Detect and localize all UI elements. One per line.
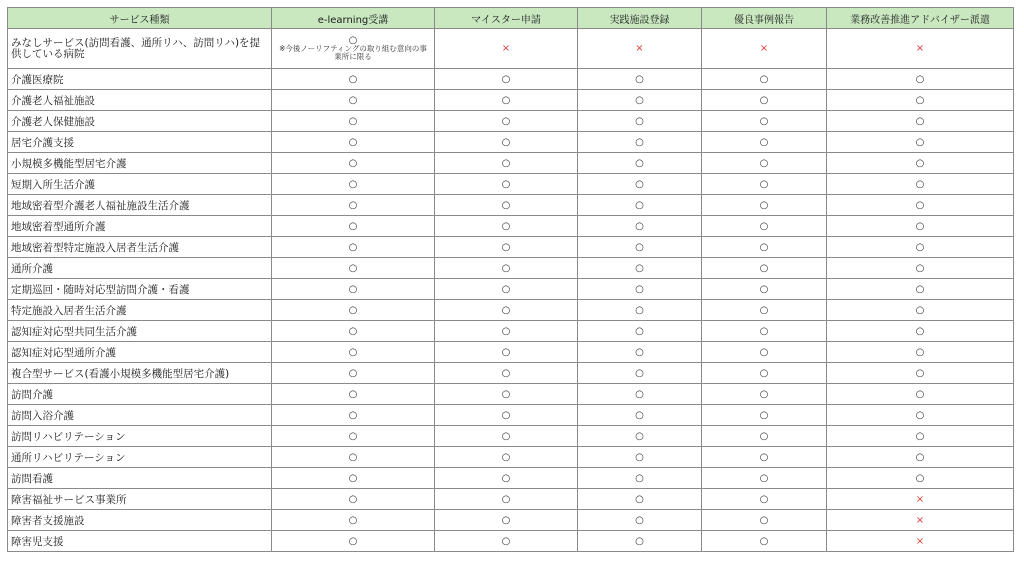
cell-elearning <box>272 90 435 111</box>
cell-meister-application <box>435 405 578 426</box>
table-row <box>8 531 1014 552</box>
cell-advisor-dispatch <box>827 216 1014 237</box>
cell-facility-registration <box>578 531 702 552</box>
cell-advisor-dispatch <box>827 279 1014 300</box>
cell-facility-registration <box>578 69 702 90</box>
circle-mark: ○ <box>759 136 769 148</box>
cell-elearning <box>272 258 435 279</box>
circle-mark: ○ <box>501 94 511 106</box>
circle-mark: ○ <box>348 514 358 526</box>
circle-mark: ○ <box>759 220 769 232</box>
cell-facility-registration <box>578 195 702 216</box>
cell-meister-application <box>435 258 578 279</box>
cell-best-practice-report <box>702 447 827 468</box>
cell-best-practice-report <box>702 489 827 510</box>
table-header-row <box>8 8 1014 29</box>
cell-best-practice-report <box>702 279 827 300</box>
cell-facility-registration <box>578 90 702 111</box>
cell-best-practice-report <box>702 237 827 258</box>
cell-advisor-dispatch <box>827 258 1014 279</box>
circle-mark: ○ <box>915 199 925 211</box>
table-row <box>8 321 1014 342</box>
circle-mark: ○ <box>635 115 644 127</box>
cell-advisor-dispatch <box>827 321 1014 342</box>
circle-mark: ○ <box>501 346 511 358</box>
cell-facility-registration <box>578 489 702 510</box>
row-service-name: 訪問介護 <box>8 384 272 405</box>
cell-best-practice-report <box>702 321 827 342</box>
table-row <box>8 90 1014 111</box>
circle-mark: ○ <box>635 262 644 274</box>
circle-mark: ○ <box>348 430 358 442</box>
circle-mark: ○ <box>915 325 925 337</box>
circle-mark: ○ <box>915 283 925 295</box>
circle-mark: ○ <box>501 304 511 316</box>
cell-advisor-dispatch <box>827 90 1014 111</box>
circle-mark: ○ <box>635 430 644 442</box>
cell-facility-registration <box>578 426 702 447</box>
cell-facility-registration <box>578 258 702 279</box>
circle-mark: ○ <box>501 283 511 295</box>
cell-elearning <box>272 279 435 300</box>
cell-advisor-dispatch <box>827 447 1014 468</box>
cell-meister-application <box>435 132 578 153</box>
cell-advisor-dispatch <box>827 405 1014 426</box>
circle-mark: ○ <box>635 367 644 379</box>
cell-elearning <box>272 132 435 153</box>
row-service-name: 地域密着型通所介護 <box>8 216 272 237</box>
cell-meister-application <box>435 447 578 468</box>
cell-elearning <box>272 384 435 405</box>
circle-mark: ○ <box>635 220 644 232</box>
cell-advisor-dispatch <box>827 69 1014 90</box>
table-row <box>8 510 1014 531</box>
cell-meister-application <box>435 384 578 405</box>
row-service-name: 複合型サービス(看護小規模多機能型居宅介護) <box>8 363 272 384</box>
table-row <box>8 363 1014 384</box>
circle-mark: ○ <box>915 262 925 274</box>
cell-facility-registration <box>578 153 702 174</box>
circle-mark: ○ <box>759 388 769 400</box>
table-row <box>8 384 1014 405</box>
circle-mark: ○ <box>759 346 769 358</box>
circle-mark: ○ <box>915 409 925 421</box>
cell-meister-application <box>435 531 578 552</box>
circle-mark: ○ <box>635 199 644 211</box>
cell-best-practice-report <box>702 132 827 153</box>
cell-meister-application <box>435 321 578 342</box>
cell-facility-registration <box>578 363 702 384</box>
table-row <box>8 468 1014 489</box>
row-service-name: 介護老人保健施設 <box>8 111 272 132</box>
circle-mark: ○ <box>759 283 769 295</box>
cell-meister-application <box>435 174 578 195</box>
cell-facility-registration <box>578 132 702 153</box>
circle-mark: ○ <box>348 409 358 421</box>
cell-elearning <box>272 195 435 216</box>
circle-mark: ○ <box>635 94 644 106</box>
circle-mark: ○ <box>915 388 925 400</box>
cell-best-practice-report <box>702 174 827 195</box>
circle-mark: ○ <box>348 199 358 211</box>
row-service-name: 訪問入浴介護 <box>8 405 272 426</box>
table-row <box>8 258 1014 279</box>
circle-mark: ○ <box>635 451 644 463</box>
cell-elearning <box>272 174 435 195</box>
circle-mark: ○ <box>501 325 511 337</box>
circle-mark: ○ <box>635 388 644 400</box>
cell-elearning <box>272 153 435 174</box>
cell-facility-registration <box>578 342 702 363</box>
cell-best-practice-report <box>702 468 827 489</box>
cell-facility-registration <box>578 384 702 405</box>
circle-mark: ○ <box>915 115 925 127</box>
cell-best-practice-report <box>702 342 827 363</box>
cell-advisor-dispatch <box>827 174 1014 195</box>
circle-mark: ○ <box>348 388 358 400</box>
circle-mark: ○ <box>635 409 644 421</box>
circle-mark: ○ <box>635 535 644 547</box>
circle-mark: ○ <box>915 220 925 232</box>
row-service-name: 居宅介護支援 <box>8 132 272 153</box>
circle-mark: ○ <box>915 178 925 190</box>
cell-best-practice-report <box>702 111 827 132</box>
row-service-name: 特定施設入居者生活介護 <box>8 300 272 321</box>
cell-best-practice-report <box>702 426 827 447</box>
row-service-name: 小規模多機能型居宅介護 <box>8 153 272 174</box>
row-service-name: 短期入所生活介護 <box>8 174 272 195</box>
circle-mark: ○ <box>501 514 511 526</box>
table-row <box>8 174 1014 195</box>
circle-mark: ○ <box>635 304 644 316</box>
cell-meister-application <box>435 489 578 510</box>
row-service-name: 認知症対応型共同生活介護 <box>8 321 272 342</box>
cell-meister-application <box>435 153 578 174</box>
cell-best-practice-report <box>702 258 827 279</box>
table-row <box>8 489 1014 510</box>
cell-advisor-dispatch <box>827 237 1014 258</box>
elearning-note: ※今後ノーリフティングの取り組む意向の事業所に限る <box>279 44 427 61</box>
cell-meister-application <box>435 363 578 384</box>
table-row <box>8 111 1014 132</box>
circle-mark: ○ <box>759 157 769 169</box>
circle-mark: ○ <box>759 451 769 463</box>
cell-best-practice-report <box>702 363 827 384</box>
cell-advisor-dispatch <box>827 489 1014 510</box>
cell-meister-application <box>435 342 578 363</box>
cell-advisor-dispatch <box>827 111 1014 132</box>
circle-mark: ○ <box>348 73 358 85</box>
cell-best-practice-report <box>702 531 827 552</box>
cell-elearning <box>272 300 435 321</box>
cell-elearning <box>272 321 435 342</box>
circle-mark: ○ <box>501 73 511 85</box>
circle-mark: ○ <box>348 451 358 463</box>
cell-best-practice-report <box>702 195 827 216</box>
cell-elearning <box>272 489 435 510</box>
circle-mark: ○ <box>635 73 644 85</box>
table-row <box>8 132 1014 153</box>
header-facility-registration: 実践施設登録 <box>578 8 702 29</box>
circle-mark: ○ <box>759 304 769 316</box>
service-eligibility-table <box>7 7 1014 552</box>
circle-mark: ○ <box>915 136 925 148</box>
circle-mark: ○ <box>501 241 511 253</box>
circle-mark: ○ <box>501 115 511 127</box>
row-service-name: 通所介護 <box>8 258 272 279</box>
cell-elearning <box>272 69 435 90</box>
circle-mark: ○ <box>348 94 358 106</box>
cell-best-practice-report <box>702 153 827 174</box>
circle-mark: ○ <box>348 262 358 274</box>
cell-elearning <box>272 342 435 363</box>
circle-mark: ○ <box>915 346 925 358</box>
circle-mark: ○ <box>348 283 358 295</box>
cell-meister-application <box>435 468 578 489</box>
circle-mark: ○ <box>501 157 511 169</box>
cell-best-practice-report <box>702 510 827 531</box>
cell-meister-application <box>435 111 578 132</box>
table-row <box>8 447 1014 468</box>
cell-facility-registration <box>578 447 702 468</box>
table-row <box>8 69 1014 90</box>
table-row <box>8 279 1014 300</box>
circle-mark: ○ <box>759 94 769 106</box>
cell-facility-registration <box>578 279 702 300</box>
cell-meister-application <box>435 237 578 258</box>
cell-advisor-dispatch <box>827 300 1014 321</box>
circle-mark: ○ <box>348 493 358 505</box>
cell-meister-application <box>435 195 578 216</box>
circle-mark: ○ <box>915 451 925 463</box>
cell-meister-application <box>435 216 578 237</box>
circle-mark: ○ <box>501 430 511 442</box>
row-service-name: 障害児支援 <box>8 531 272 552</box>
cell-elearning <box>272 510 435 531</box>
circle-mark: ○ <box>635 325 644 337</box>
circle-mark: ○ <box>759 514 769 526</box>
circle-mark: ○ <box>501 178 511 190</box>
circle-mark: ○ <box>915 241 925 253</box>
cell-best-practice-report <box>702 300 827 321</box>
cell-best-practice-report <box>702 405 827 426</box>
circle-mark: ○ <box>915 472 925 484</box>
cell-facility-registration <box>578 510 702 531</box>
table-row <box>8 300 1014 321</box>
row-service-name: 認知症対応型通所介護 <box>8 342 272 363</box>
table-body <box>8 29 1014 552</box>
circle-mark: ○ <box>348 535 358 547</box>
circle-mark: ○ <box>635 514 644 526</box>
cell-facility-registration <box>578 29 702 69</box>
circle-mark: ○ <box>759 430 769 442</box>
cell-facility-registration <box>578 468 702 489</box>
circle-mark: ○ <box>348 304 358 316</box>
circle-mark: ○ <box>635 346 644 358</box>
cell-advisor-dispatch <box>827 29 1014 69</box>
circle-mark: ○ <box>348 178 358 190</box>
row-service-name: 地域密着型特定施設入居者生活介護 <box>8 237 272 258</box>
row-service-name: 訪問リハビリテーション <box>8 426 272 447</box>
cell-advisor-dispatch <box>827 426 1014 447</box>
circle-mark: ○ <box>915 73 925 85</box>
circle-mark: ○ <box>501 472 511 484</box>
cell-best-practice-report <box>702 90 827 111</box>
cell-facility-registration <box>578 321 702 342</box>
circle-mark: ○ <box>348 35 358 46</box>
circle-mark: ○ <box>759 199 769 211</box>
cell-best-practice-report <box>702 216 827 237</box>
cell-elearning <box>272 531 435 552</box>
cell-facility-registration <box>578 111 702 132</box>
circle-mark: ○ <box>635 136 644 148</box>
circle-mark: ○ <box>348 367 358 379</box>
cell-best-practice-report <box>702 69 827 90</box>
circle-mark: ○ <box>348 157 358 169</box>
cell-elearning <box>272 216 435 237</box>
circle-mark: ○ <box>915 430 925 442</box>
circle-mark: ○ <box>501 136 511 148</box>
cell-advisor-dispatch <box>827 384 1014 405</box>
cell-elearning <box>272 468 435 489</box>
table-row <box>8 237 1014 258</box>
circle-mark: ○ <box>915 157 925 169</box>
table-row <box>8 195 1014 216</box>
circle-mark: ○ <box>759 178 769 190</box>
row-service-name: 通所リハビリテーション <box>8 447 272 468</box>
circle-mark: ○ <box>915 367 925 379</box>
circle-mark: ○ <box>635 493 644 505</box>
cell-advisor-dispatch <box>827 468 1014 489</box>
circle-mark: ○ <box>759 409 769 421</box>
circle-mark: ○ <box>759 493 769 505</box>
circle-mark: ○ <box>501 220 511 232</box>
header-best-practice-report: 優良事例報告 <box>702 8 827 29</box>
circle-mark: ○ <box>759 262 769 274</box>
circle-mark: ○ <box>759 241 769 253</box>
cell-best-practice-report <box>702 384 827 405</box>
cross-mark: × <box>915 514 925 526</box>
circle-mark: ○ <box>635 178 644 190</box>
cell-facility-registration <box>578 405 702 426</box>
circle-mark: ○ <box>759 472 769 484</box>
circle-mark: ○ <box>501 388 511 400</box>
circle-mark: ○ <box>348 346 358 358</box>
circle-mark: ○ <box>501 409 511 421</box>
circle-mark: ○ <box>759 367 769 379</box>
cell-meister-application <box>435 29 578 69</box>
row-service-name: 訪問看護 <box>8 468 272 489</box>
circle-mark: ○ <box>759 115 769 127</box>
circle-mark: ○ <box>348 220 358 232</box>
cell-advisor-dispatch <box>827 153 1014 174</box>
cell-elearning <box>272 111 435 132</box>
circle-mark: ○ <box>915 304 925 316</box>
table-row <box>8 29 1014 69</box>
row-service-name: 介護老人福祉施設 <box>8 90 272 111</box>
cell-elearning <box>272 405 435 426</box>
table-row <box>8 153 1014 174</box>
circle-mark: ○ <box>348 136 358 148</box>
row-service-name: 定期巡回・随時対応型訪問介護・看護 <box>8 279 272 300</box>
header-service-type: サービス種類 <box>8 8 272 29</box>
cross-mark: × <box>915 493 925 505</box>
row-service-name: 介護医療院 <box>8 69 272 90</box>
row-service-name: みなしサービス(訪問看護、通所リハ、訪問リハ)を提供している病院 <box>8 29 272 69</box>
cell-meister-application <box>435 426 578 447</box>
service-table-container <box>7 7 1014 552</box>
cell-advisor-dispatch <box>827 195 1014 216</box>
cell-elearning <box>272 237 435 258</box>
circle-mark: ○ <box>501 535 511 547</box>
table-row <box>8 216 1014 237</box>
circle-mark: ○ <box>915 94 925 106</box>
circle-mark: ○ <box>635 472 644 484</box>
cross-mark: × <box>635 43 644 54</box>
table-row <box>8 426 1014 447</box>
circle-mark: ○ <box>635 157 644 169</box>
cell-advisor-dispatch <box>827 342 1014 363</box>
circle-mark: ○ <box>348 115 358 127</box>
header-elearning: e-learning受講 <box>272 8 435 29</box>
circle-mark: ○ <box>501 199 511 211</box>
header-meister-application: マイスター申請 <box>435 8 578 29</box>
cell-meister-application <box>435 69 578 90</box>
circle-mark: ○ <box>501 367 511 379</box>
cell-facility-registration <box>578 216 702 237</box>
circle-mark: ○ <box>501 262 511 274</box>
cell-elearning <box>272 447 435 468</box>
circle-mark: ○ <box>348 325 358 337</box>
circle-mark: ○ <box>348 472 358 484</box>
cell-meister-application <box>435 90 578 111</box>
cell-elearning <box>272 363 435 384</box>
cell-facility-registration <box>578 237 702 258</box>
cell-elearning <box>272 426 435 447</box>
circle-mark: ○ <box>759 535 769 547</box>
circle-mark: ○ <box>759 73 769 85</box>
cross-mark: × <box>759 43 769 54</box>
row-service-name: 障害者支援施設 <box>8 510 272 531</box>
cell-meister-application <box>435 279 578 300</box>
cell-facility-registration <box>578 174 702 195</box>
circle-mark: ○ <box>759 325 769 337</box>
cell-advisor-dispatch <box>827 363 1014 384</box>
cell-best-practice-report <box>702 29 827 69</box>
cell-advisor-dispatch <box>827 132 1014 153</box>
cell-elearning <box>272 29 435 69</box>
header-advisor-dispatch: 業務改善推進アドバイザー派遣 <box>827 8 1014 29</box>
circle-mark: ○ <box>348 241 358 253</box>
cross-mark: × <box>915 535 925 547</box>
cell-meister-application <box>435 510 578 531</box>
cross-mark: × <box>915 43 925 54</box>
row-service-name: 障害福祉サービス事業所 <box>8 489 272 510</box>
circle-mark: ○ <box>635 283 644 295</box>
row-service-name: 地域密着型介護老人福祉施設生活介護 <box>8 195 272 216</box>
circle-mark: ○ <box>501 451 511 463</box>
cell-advisor-dispatch <box>827 531 1014 552</box>
table-row <box>8 405 1014 426</box>
cross-mark: × <box>501 43 511 54</box>
table-row <box>8 342 1014 363</box>
circle-mark: ○ <box>635 241 644 253</box>
cell-facility-registration <box>578 300 702 321</box>
cell-advisor-dispatch <box>827 510 1014 531</box>
cell-meister-application <box>435 300 578 321</box>
circle-mark: ○ <box>501 493 511 505</box>
